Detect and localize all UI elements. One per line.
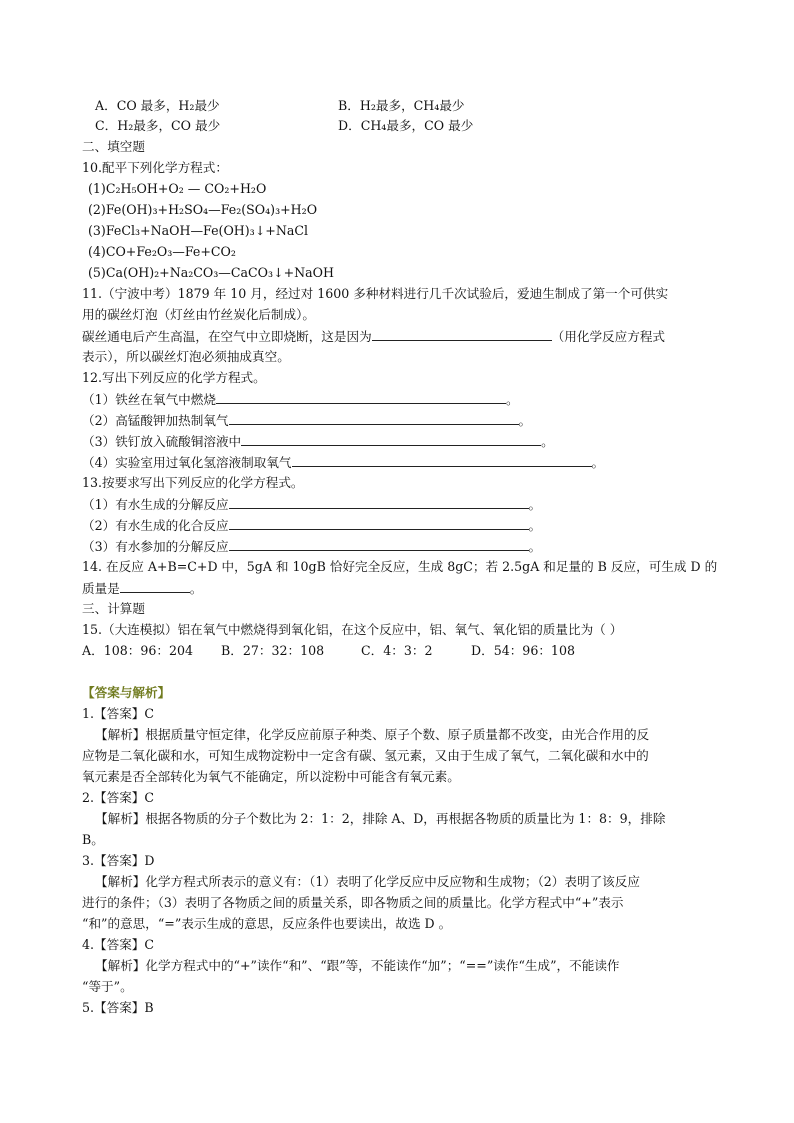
section-heading-calc: 三、计算题 bbox=[82, 601, 145, 616]
q12-item1-blank[interactable] bbox=[216, 389, 506, 404]
q12-item4-label: （4）实验室用过氧化氢溶液制取氧气 bbox=[82, 455, 292, 470]
q13-item1 bbox=[82, 494, 541, 514]
q15-line1: 15.（大连模拟）铝在氧气中燃烧得到氧化铝，在这个反应中，铝、氧气、氧化铝的质量比为（ ） bbox=[82, 622, 623, 637]
option-d: D．CH₄最多，CO 最少 bbox=[338, 118, 474, 133]
q10-eq3: (3)FeCl₃+NaOH—Fe(OH)₃↓+NaCl bbox=[88, 223, 309, 238]
q12-item4 bbox=[82, 452, 604, 472]
q12-item3 bbox=[82, 431, 554, 451]
q12-item3-end: 。 bbox=[541, 434, 554, 449]
explain-4-line2: “等于”。 bbox=[82, 979, 133, 994]
explain-3-line3: “和”的意思，“=”表示生成的意思，反应条件也要读出，故选 D 。 bbox=[82, 916, 452, 931]
q15-option-d: D．54：96：108 bbox=[471, 643, 575, 658]
q12-item3-blank[interactable] bbox=[241, 431, 541, 446]
q13-item1-label: （1）有水生成的分解反应 bbox=[82, 497, 229, 512]
q10-eq2: (2)Fe(OH)₃+H₂SO₄—Fe₂(SO₄)₃+H₂O bbox=[88, 202, 318, 217]
explain-3-line1: 【解析】化学方程式所表示的意义有：（1）表明了化学反应中反应物和生成物；（2）表明了该反应 bbox=[95, 874, 640, 889]
q10-eq5: (5)Ca(OH)₂+Na₂CO₃—CaCO₃↓+NaOH bbox=[88, 265, 334, 280]
answers-heading: 【答案与解析】 bbox=[82, 685, 171, 700]
answer-4: 4.【答案】C bbox=[82, 937, 155, 952]
explain-1-line2: 应物是二氧化碳和水，可知生成物淀粉中一定含有碳、氢元素，又由于生成了氧气，二氧化碳和水中的 bbox=[82, 748, 649, 763]
q13-item3-blank[interactable] bbox=[229, 536, 529, 551]
q12-item1-label: （1）铁丝在氧气中燃烧 bbox=[82, 392, 216, 407]
q10-eq1: (1)C₂H₅OH+O₂ — CO₂+H₂O bbox=[88, 181, 267, 196]
option-c: C．H₂最多，CO 最少 bbox=[95, 118, 221, 133]
q14-line2-start: 质量是 bbox=[82, 581, 120, 596]
explain-1-line3: 氧元素是否全部转化为氧气不能确定，所以淀粉中可能含有氧元素。 bbox=[82, 769, 460, 784]
q11-answer-blank[interactable] bbox=[372, 326, 552, 341]
q13-item3 bbox=[82, 536, 541, 556]
q13-item2-blank[interactable] bbox=[229, 515, 529, 530]
q14-line1: 14. 在反应 A+B=C+D 中，5gA 和 10gB 恰好完全反应，生成 8gC；若 2.5gA 和足量的 B 反应，可生成 D 的 bbox=[82, 559, 718, 574]
q13-item1-end: 。 bbox=[528, 497, 542, 512]
q12-item2-blank[interactable] bbox=[229, 410, 519, 425]
q13-title: 13.按要求写出下列反应的化学方程式。 bbox=[82, 475, 304, 490]
option-a: A．CO 最多，H₂最少 bbox=[95, 98, 220, 113]
q12-item4-blank[interactable] bbox=[292, 452, 592, 467]
answer-5: 5.【答案】B bbox=[82, 1000, 154, 1015]
q13-item2 bbox=[82, 515, 541, 535]
q12-title: 12.写出下列反应的化学方程式。 bbox=[82, 370, 266, 385]
explain-1-line1: 【解析】根据质量守恒定律，化学反应前原子种类、原子个数、原子质量都不改变，由光合作用的反 bbox=[95, 727, 650, 742]
explain-2-line1: 【解析】根据各物质的分子个数比为 2：1：2，排除 A、D，再根据各物质的质量比为 1：8：9，排除 bbox=[95, 811, 666, 826]
q10-eq4: (4)CO+Fe₂O₃—Fe+CO₂ bbox=[88, 244, 236, 259]
q13-item3-label: （3）有水参加的分解反应 bbox=[82, 539, 229, 554]
q15-option-b: B．27：32：108 bbox=[221, 643, 325, 658]
q11-line4: 表示），所以碳丝灯泡必须抽成真空。 bbox=[82, 349, 290, 364]
q11-line2: 用的碳丝灯泡（灯丝由竹丝炭化后制成）。 bbox=[82, 307, 315, 322]
answer-3: 3.【答案】D bbox=[82, 853, 155, 868]
q14-answer-blank[interactable] bbox=[120, 578, 190, 593]
q12-item1 bbox=[82, 389, 519, 409]
q12-item4-end: 。 bbox=[591, 455, 605, 470]
q12-item3-label: （3）铁钉放入硫酸铜溶液中 bbox=[82, 434, 242, 449]
q11-line3-end: （用化学反应方程式 bbox=[551, 329, 665, 344]
answer-2: 2.【答案】C bbox=[82, 790, 155, 805]
q11-line1: 11.（宁波中考）1879 年 10 月，经过对 1600 多种材料进行几千次试验后，爱迪生制成了第一个可供实 bbox=[82, 286, 669, 301]
option-b: B．H₂最多，CH₄最少 bbox=[338, 98, 465, 113]
q13-item2-end: 。 bbox=[528, 518, 542, 533]
q14-line2 bbox=[82, 578, 202, 598]
q10-title: 10.配平下列化学方程式： bbox=[82, 160, 228, 175]
q12-item2-label: （2）高锰酸钾加热制氧气 bbox=[82, 413, 229, 428]
q13-item1-blank[interactable] bbox=[229, 494, 529, 509]
answer-1: 1.【答案】C bbox=[82, 706, 155, 721]
q15-option-a: A．108：96：204 bbox=[82, 643, 193, 658]
q12-item1-end: 。 bbox=[505, 392, 519, 407]
explain-2-line2: B。 bbox=[82, 832, 104, 847]
q11-line3-start: 碳丝通电后产生高温，在空气中立即烧断，这是因为 bbox=[82, 329, 372, 344]
explain-3-line2: 进行的条件；（3）表明了各物质之间的质量关系，即各物质之间的质量比。化学方程式中“+”表示 bbox=[82, 895, 624, 910]
section-heading-fill: 二、填空题 bbox=[82, 139, 145, 154]
q11-line3 bbox=[82, 326, 665, 346]
q15-option-c: C．4：3：2 bbox=[361, 643, 433, 658]
q12-item2-end: 。 bbox=[518, 413, 532, 428]
explain-4-line1: 【解析】化学方程式中的“+”读作“和”、“跟”等，不能读作“加”；“==”读作“生成”，不能读作 bbox=[95, 958, 620, 973]
q14-line2-end: 。 bbox=[189, 581, 203, 596]
q13-item3-end: 。 bbox=[528, 539, 542, 554]
q13-item2-label: （2）有水生成的化合反应 bbox=[82, 518, 229, 533]
q12-item2 bbox=[82, 410, 531, 430]
